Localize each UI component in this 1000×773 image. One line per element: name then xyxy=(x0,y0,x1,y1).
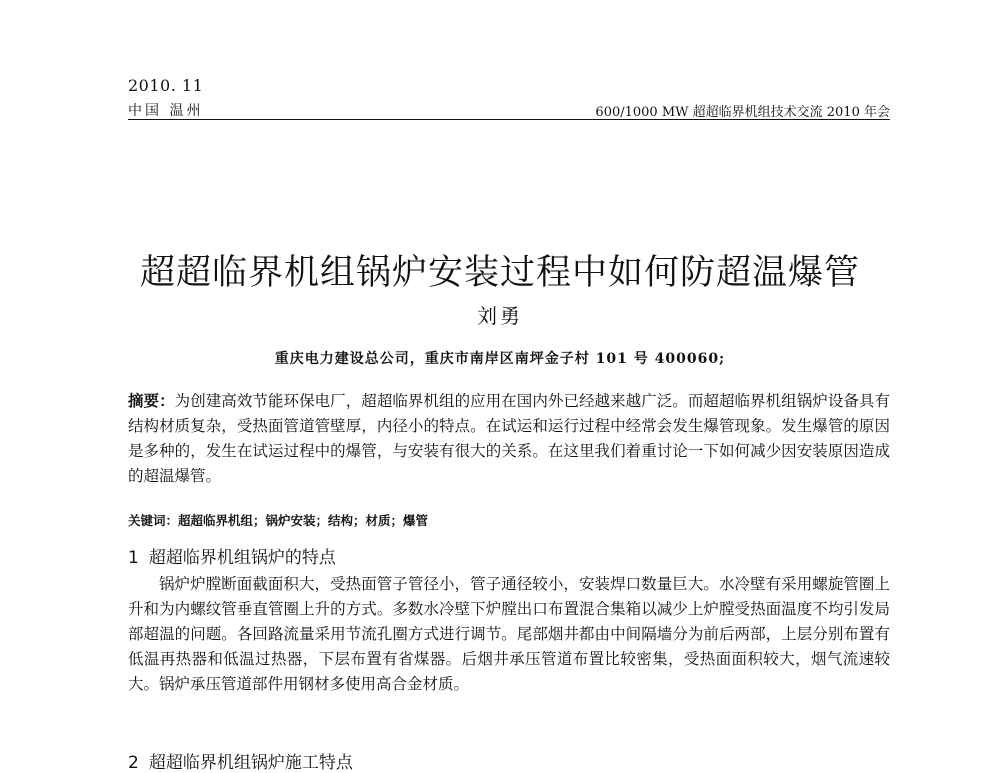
header-conference: 600/1000 MW 超超临界机组技术交流 2010 年会 xyxy=(595,105,890,120)
section-heading-1 xyxy=(128,543,336,568)
section-title: 超超临界机组锅炉的特点 xyxy=(148,548,336,568)
section-number: 1 xyxy=(128,548,139,568)
section-number: 2 xyxy=(128,753,139,773)
affiliation: 重庆电力建设总公司，重庆市南岸区南坪金子村 101 号 400060; xyxy=(274,351,726,367)
section-heading-2 xyxy=(128,748,353,773)
abstract-label: 摘要： xyxy=(128,391,175,410)
header-date: 2010. 11 xyxy=(128,76,204,95)
header-rule xyxy=(128,119,890,120)
abstract xyxy=(128,388,890,489)
header-location: 中国 温州 xyxy=(128,103,204,119)
section-1-body: 锅炉炉膛断面截面积大，受热面管子管径小，管子通径较小，安装焊口数量巨大。水冷壁有采用螺旋管圈上升和为内螺纹管垂直管圈上升的方式。多数水冷壁下炉膛出口布置混合集箱以减少上炉膛受热面温度不均引发局部超温的问题。各回路流量采用节流孔圈方式进行调节。尾部烟井都由中间隔墙分为前后两部，上层分别布置有低温再热器和低温过热器，下层布置有省煤器。后烟井承压管道布置比较密集，受热面面积较大，烟气流速较大。锅炉承压管道部件用钢材多使用高合金材质。 xyxy=(128,575,890,693)
abstract-text: 为创建高效节能环保电厂，超超临界机组的应用在国内外已经越来越广泛。而超超临界机组锅炉设备具有结构材质复杂，受热面管道管壁厚，内径小的特点。在试运和运行过程中经常会发生爆管现象。发生爆管的原因是多种的，发生在试运过程中的爆管，与安装有很大的关系。在这里我们着重讨论一下如何减少因安装原因造成的超温爆管。 xyxy=(128,392,890,485)
author: 刘勇 xyxy=(477,304,523,328)
paper-title: 超超临界机组锅炉安装过程中如何防超温爆管 xyxy=(139,253,860,294)
section-title: 超超临界机组锅炉施工特点 xyxy=(148,753,353,773)
keywords: 关键词：超超临界机组；锅炉安装；结构；材质；爆管 xyxy=(128,513,429,528)
